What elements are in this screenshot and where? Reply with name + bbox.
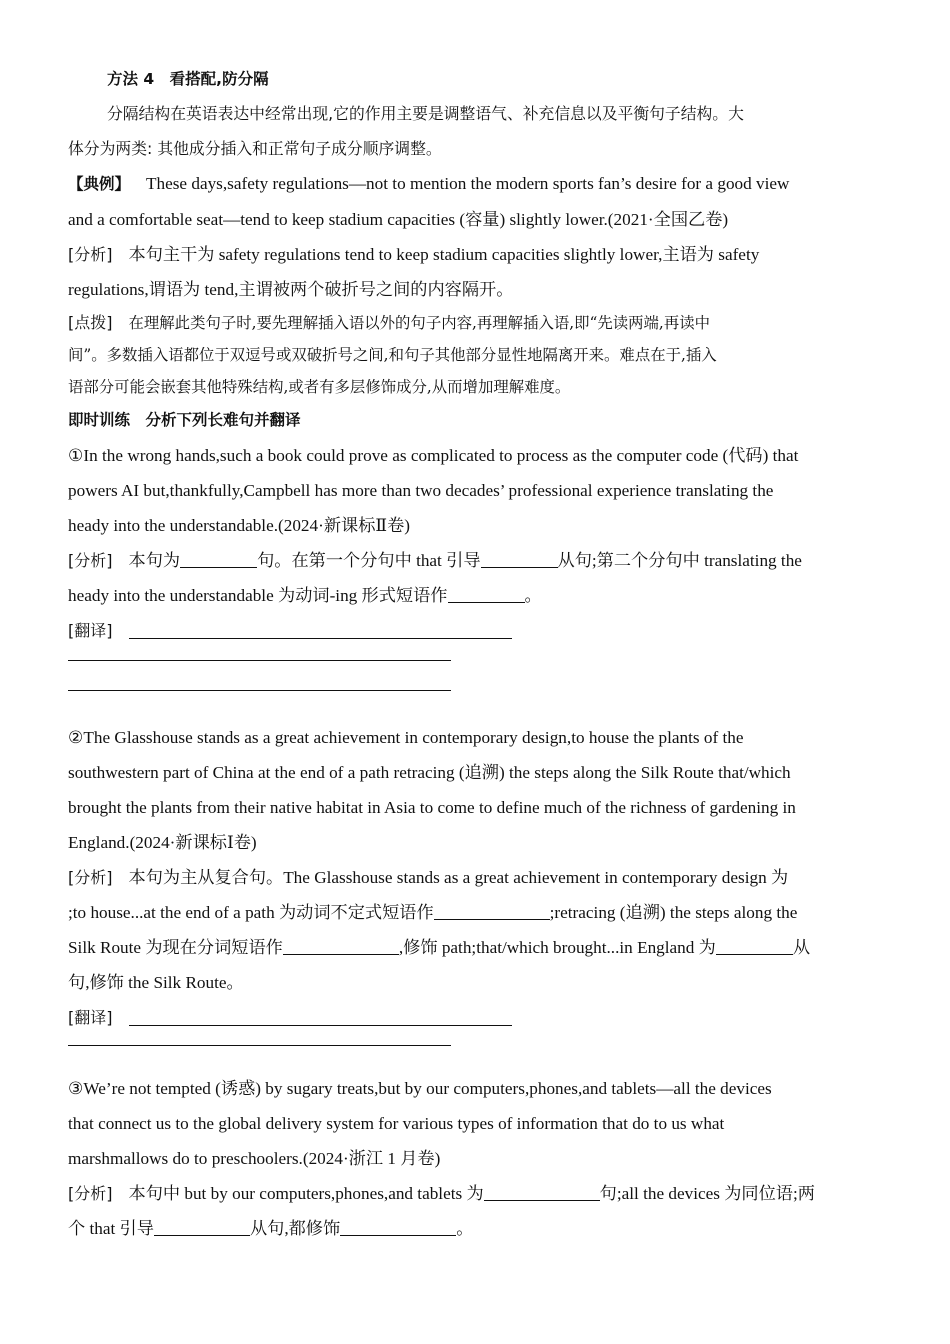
q3-line-2: that connect us to the global delivery system for various types of information that do to us what	[68, 1114, 725, 1133]
q1-blank-3[interactable]	[448, 586, 525, 603]
example-tag: 【典例】	[68, 175, 131, 193]
document-page	[68, 62, 884, 1246]
tip-line-3: 语部分可能会嵌套其他特殊结构,或者有多层修饰成分,从而增加理解难度。	[68, 378, 571, 396]
q2-translate-line-1[interactable]	[129, 1007, 512, 1026]
q3-blank-1[interactable]	[484, 1184, 600, 1201]
q2-analysis-line-4: 句,修饰 the Silk Route。	[68, 973, 244, 992]
q3-analysis-text: 。	[456, 1219, 474, 1238]
q2-analysis-text: 本句为主从复合句。The Glasshouse stands as a great achievement in contemporary design 为	[128, 868, 789, 887]
q3-analysis-line-1	[68, 1176, 884, 1211]
q3-line-1: ③We’re not tempted (诱惑) by sugary treats,but by our computers,phones,and tablets—all the devices	[68, 1079, 772, 1098]
q3-analysis-text: 个 that 引导	[68, 1219, 154, 1238]
tip-tag: [点拨]	[68, 313, 113, 332]
q2-analysis-text: ,修饰 path;that/which brought...in England 为	[398, 938, 716, 957]
q2-line-4: England.(2024·新课标Ⅰ卷)	[68, 833, 257, 852]
q1-line-1: ①In the wrong hands,such a book could prove as complicated to process as the computer code (代码) that	[68, 446, 799, 465]
tip-line-1	[68, 307, 884, 339]
q2-blank-2[interactable]	[283, 938, 399, 955]
q3-analysis-text: 从句,都修饰	[249, 1219, 341, 1238]
q2-translate-tag: [翻译]	[68, 1008, 113, 1027]
q3-analysis-tag: [分析]	[68, 1184, 113, 1203]
analysis-text-1: 本句主干为 safety regulations tend to keep stadium capacities slightly lower,主语为 safety	[128, 245, 760, 264]
q2-analysis-text: 从	[792, 938, 811, 957]
tip-line-2: 间”。多数插入语都位于双逗号或双破折号之间,和句子其他部分显性地隔离开来。难点在于,插入	[68, 346, 717, 364]
tip-text-1: 在理解此类句子时,要先理解插入语以外的句子内容,再理解插入语,即“先读两端,再读中	[128, 314, 711, 332]
q1-analysis-text: 本句为	[128, 551, 181, 570]
q1-translate-line-1[interactable]	[129, 620, 512, 639]
method-intro-line-1: 分隔结构在英语表达中经常出现,它的作用主要是调整语气、补充信息以及平衡句子结构。大	[107, 104, 744, 123]
q1-analysis-text: 从句;第二个分句中 translating the	[557, 551, 802, 570]
method-title: 方法 4 看搭配,防分隔	[107, 70, 269, 88]
q3-analysis-text: 句;all the devices 为同位语;两	[599, 1184, 815, 1203]
example-line-2: and a comfortable seat—tend to keep stadium capacities (容量) slightly lower.(2021·全国乙卷)	[68, 210, 729, 229]
q1-blank-1[interactable]	[180, 551, 257, 568]
q2-blank-1[interactable]	[434, 903, 550, 920]
q1-line-3: heady into the understandable.(2024·新课标Ⅱ卷)	[68, 516, 410, 535]
q2-analysis-line-2	[68, 895, 884, 930]
q1-analysis-text: 。	[524, 586, 542, 605]
q3-line-3: marshmallows do to preschoolers.(2024·浙江 1 月卷)	[68, 1149, 441, 1168]
q2-blank-3[interactable]	[716, 938, 793, 955]
example-line-1	[68, 166, 884, 202]
analysis-tag: [分析]	[68, 245, 113, 264]
q2-analysis-text: ;to house...at the end of a path 为动词不定式短语作	[68, 903, 434, 922]
q3-analysis-line-2	[68, 1211, 884, 1246]
example-analysis-line-1	[68, 237, 884, 272]
q3-analysis-text: 本句中 but by our computers,phones,and tablets 为	[128, 1184, 484, 1203]
q2-analysis-line-3	[68, 930, 884, 965]
q1-analysis-text: heady into the understandable 为动词-ing 形式短语作	[68, 586, 448, 605]
q2-line-1: ②The Glasshouse stands as a great achievement in contemporary design,to house the plants of the	[68, 728, 744, 747]
q1-analysis-line-1	[68, 543, 884, 578]
example-analysis-line-2: regulations,谓语为 tend,主谓被两个破折号之间的内容隔开。	[68, 280, 514, 299]
q1-translate-row-3	[68, 686, 884, 720]
q2-analysis-text: Silk Route 为现在分词短语作	[68, 938, 283, 957]
q1-analysis-text: 句。在第一个分句中 that 引导	[257, 551, 481, 570]
practice-title: 即时训练 分析下列长难句并翻译	[68, 411, 301, 429]
q2-line-2: southwestern part of China at the end of a path retracing (追溯) the steps along the Silk Route that/which	[68, 763, 791, 782]
q3-blank-2[interactable]	[154, 1219, 250, 1236]
q1-translate-tag: [翻译]	[68, 621, 113, 640]
q1-blank-2[interactable]	[481, 551, 558, 568]
q1-translate-line-3[interactable]	[68, 690, 451, 691]
q1-translate-row-2	[68, 648, 884, 686]
q2-analysis-text: ;retracing (追溯) the steps along the	[549, 903, 798, 922]
q2-analysis-line-1	[68, 860, 884, 895]
q1-translate-line-2[interactable]	[68, 660, 451, 661]
q1-analysis-tag: [分析]	[68, 551, 113, 570]
q1-analysis-line-2	[68, 578, 884, 613]
example-text-1: These days,safety regulations—not to mention the modern sports fan’s desire for a good view	[146, 174, 790, 193]
q1-translate-row	[68, 613, 884, 648]
q2-line-3: brought the plants from their native habitat in Asia to come to define much of the richness of gardening in	[68, 798, 796, 817]
q1-line-2: powers AI but,thankfully,Campbell has more than two decades’ professional experience translating the	[68, 481, 774, 500]
q2-translate-row-2	[68, 1035, 884, 1071]
q2-analysis-tag: [分析]	[68, 868, 113, 887]
q2-translate-line-2[interactable]	[68, 1045, 451, 1046]
q2-translate-row	[68, 1000, 884, 1035]
method-intro-line-2: 体分为两类: 其他成分插入和正常句子成分顺序调整。	[68, 139, 442, 158]
q3-blank-3[interactable]	[340, 1219, 456, 1236]
